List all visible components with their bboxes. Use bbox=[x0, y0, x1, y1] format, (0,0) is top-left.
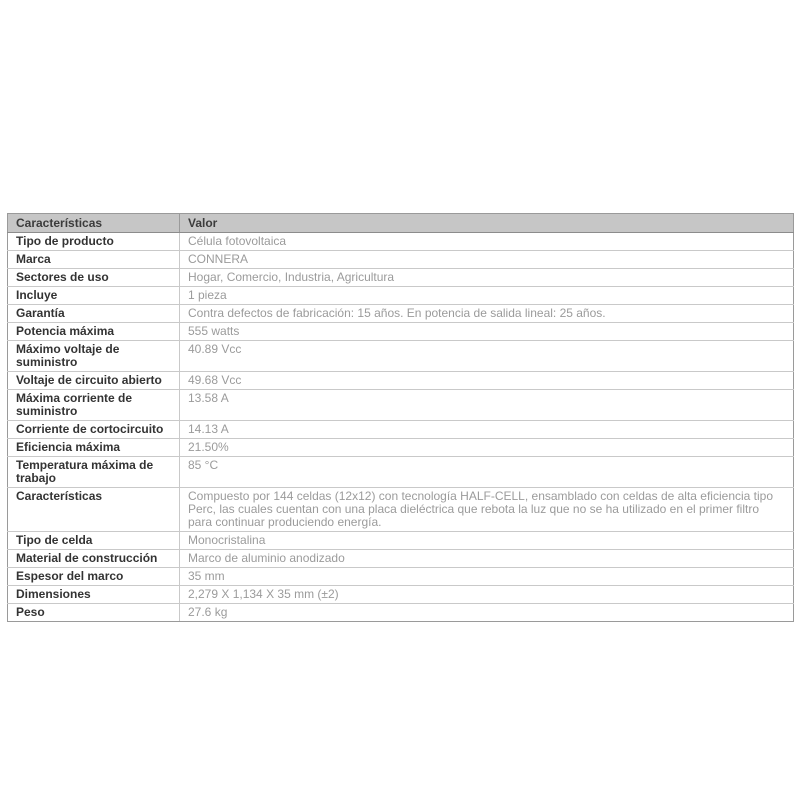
row-label: Máximo voltaje de suministro bbox=[8, 341, 180, 372]
table-row bbox=[8, 421, 794, 439]
table-row bbox=[8, 390, 794, 421]
table-row bbox=[8, 341, 794, 372]
table-row bbox=[8, 372, 794, 390]
row-label: Tipo de celda bbox=[8, 532, 180, 550]
row-value: 13.58 A bbox=[180, 390, 794, 421]
row-value: 85 °C bbox=[180, 457, 794, 488]
row-label: Potencia máxima bbox=[8, 323, 180, 341]
row-label: Tipo de producto bbox=[8, 233, 180, 251]
row-value: 35 mm bbox=[180, 568, 794, 586]
table-row bbox=[8, 586, 794, 604]
row-label: Material de construcción bbox=[8, 550, 180, 568]
table-row bbox=[8, 604, 794, 622]
table-row bbox=[8, 488, 794, 532]
table-row bbox=[8, 287, 794, 305]
table-row bbox=[8, 305, 794, 323]
row-value: Célula fotovoltaica bbox=[180, 233, 794, 251]
row-label: Máxima corriente de suministro bbox=[8, 390, 180, 421]
row-value: Hogar, Comercio, Industria, Agricultura bbox=[180, 269, 794, 287]
header-row bbox=[8, 214, 794, 233]
row-label: Peso bbox=[8, 604, 180, 622]
table-row bbox=[8, 568, 794, 586]
table-row bbox=[8, 532, 794, 550]
row-value: 14.13 A bbox=[180, 421, 794, 439]
product-spec-table-container bbox=[7, 213, 794, 622]
row-value: 2,279 X 1,134 X 35 mm (±2) bbox=[180, 586, 794, 604]
spec-table-body bbox=[8, 233, 794, 622]
row-label: Marca bbox=[8, 251, 180, 269]
row-value: Contra defectos de fabricación: 15 años. En potencia de salida lineal: 25 años. bbox=[180, 305, 794, 323]
row-label: Corriente de cortocircuito bbox=[8, 421, 180, 439]
row-label: Voltaje de circuito abierto bbox=[8, 372, 180, 390]
row-label: Temperatura máxima de trabajo bbox=[8, 457, 180, 488]
table-row bbox=[8, 550, 794, 568]
spec-table-header bbox=[8, 214, 794, 233]
row-value: 49.68 Vcc bbox=[180, 372, 794, 390]
row-label: Características bbox=[8, 488, 180, 532]
row-label: Espesor del marco bbox=[8, 568, 180, 586]
row-value: 27.6 kg bbox=[180, 604, 794, 622]
row-value: CONNERA bbox=[180, 251, 794, 269]
row-label: Incluye bbox=[8, 287, 180, 305]
row-label: Garantía bbox=[8, 305, 180, 323]
table-row bbox=[8, 439, 794, 457]
header-cell-valor: Valor bbox=[180, 214, 794, 233]
row-value: Monocristalina bbox=[180, 532, 794, 550]
table-row bbox=[8, 323, 794, 341]
table-row bbox=[8, 269, 794, 287]
table-row bbox=[8, 457, 794, 488]
row-value: 1 pieza bbox=[180, 287, 794, 305]
row-value: 40.89 Vcc bbox=[180, 341, 794, 372]
row-value: Marco de aluminio anodizado bbox=[180, 550, 794, 568]
table-row bbox=[8, 251, 794, 269]
table-row bbox=[8, 233, 794, 251]
row-value: Compuesto por 144 celdas (12x12) con tecnología HALF-CELL, ensamblado con celdas de alta eficiencia tipo Perc, las cuales cuentan con una placa dieléctrica que rebota la luz que no se ha utilizado en el primer filtro para continuar produciendo energía. bbox=[180, 488, 794, 532]
product-spec-table bbox=[7, 213, 794, 622]
row-label: Eficiencia máxima bbox=[8, 439, 180, 457]
row-value: 555 watts bbox=[180, 323, 794, 341]
row-value: 21.50% bbox=[180, 439, 794, 457]
row-label: Dimensiones bbox=[8, 586, 180, 604]
header-cell-caracteristicas: Características bbox=[8, 214, 180, 233]
row-label: Sectores de uso bbox=[8, 269, 180, 287]
